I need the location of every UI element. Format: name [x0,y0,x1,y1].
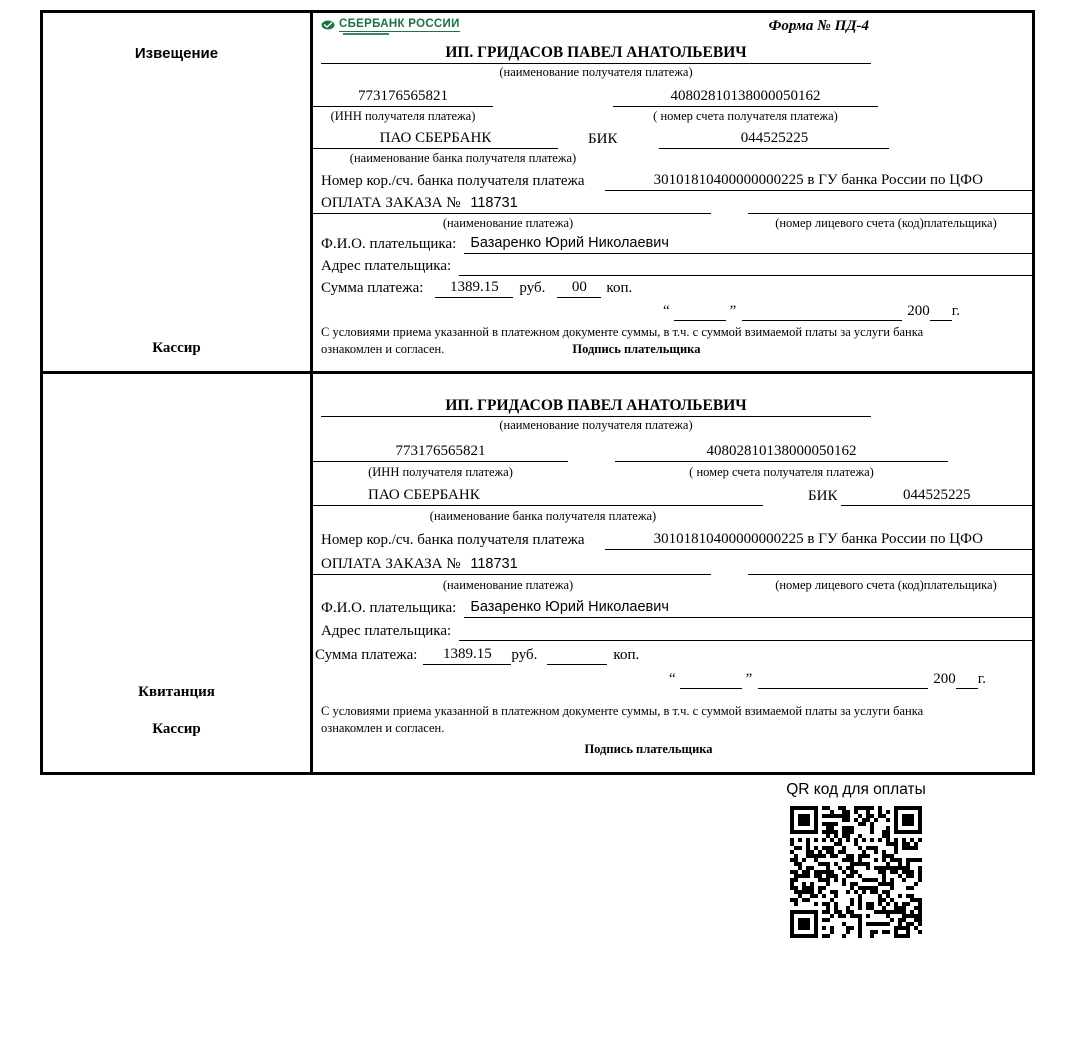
inn-value: 773176565821 [313,442,568,462]
inn-caption: (ИНН получателя платежа) [330,109,476,123]
year-suffix: г. [977,671,986,687]
account-caption: ( номер счета получателя платежа) [689,465,874,479]
notice-main [313,13,1032,371]
year-prefix: 200 [933,671,956,687]
payer-name-value: Базаренко Юрий Николаевич [464,598,1032,618]
receipt-section [43,374,1032,772]
recipient-caption: (наименование получателя платежа) [499,65,693,79]
amount-rub-value: 1389.15 [423,645,511,665]
agreement-line2: ознакомлен и согласен. [321,342,445,356]
amount-label: Сумма платежа: [315,647,418,663]
signature-label: Подпись плательщика [584,742,713,756]
amount-kop-value [547,664,607,665]
payer-fio-label: Ф.И.О. плательщика: [321,600,457,616]
bank-caption: (наименование банка получателя платежа) [429,509,657,523]
kop-label: коп. [613,647,640,663]
payer-address-label: Адрес плательщика: [321,258,452,274]
receipt-main [313,374,1032,772]
pd4-form [40,10,1035,775]
personal-account-caption: (номер лицевого счета (код)плательщика) [775,216,997,230]
purpose-field [313,555,711,575]
purpose-label: ОПЛАТА ЗАКАЗА № [321,195,461,211]
notice-label: Извещение [134,45,219,62]
payer-address-value [459,275,1032,276]
year-field [930,320,952,321]
corr-label: Номер кор./сч. банка получателя платежа [321,173,585,189]
purpose-value: 118731 [470,195,518,211]
notice-header [313,13,1032,43]
qr-code-image [790,806,922,938]
corr-value: 30101810400000000225 в ГУ банка России по ЦФО [605,530,1032,550]
amount-rub-value: 1389.15 [435,278,513,298]
purpose-label: ОПЛАТА ЗАКАЗА № [321,556,461,572]
qr-block [782,780,930,938]
notice-stub [43,13,313,371]
sberbank-mark-icon [321,20,335,30]
corr-label: Номер кор./сч. банка получателя платежа [321,532,585,548]
payer-address-value [459,640,1032,641]
personal-account-field [748,213,1032,214]
form-number: Форма № ПД-4 [768,18,869,34]
qr-title: QR код для оплаты [786,781,926,798]
rub-label: руб. [519,280,546,296]
account-value: 40802810138000050162 [615,442,948,462]
year-prefix: 200 [907,303,930,319]
date-day-field [680,688,742,689]
bank-caption: (наименование банка получателя платежа) [349,151,577,165]
sberbank-logo [321,18,460,35]
quote-open: “ [668,671,676,687]
quote-close: ” [729,303,737,319]
receipt-label: Квитанция [138,684,215,700]
kop-label: коп. [606,280,633,296]
recipient-name: ИП. ГРИДАСОВ ПАВЕЛ АНАТОЛЬЕВИЧ [321,43,871,64]
date-day-field [674,320,726,321]
payer-address-label: Адрес плательщика: [321,623,452,639]
sberbank-logo-tagline [343,33,389,35]
agreement-line2: ознакомлен и согласен. [321,721,445,735]
bik-value: 044525225 [841,486,1032,506]
year-suffix: г. [951,303,960,319]
notice-section [43,13,1032,374]
agreement-text [321,324,976,358]
recipient-caption: (наименование получателя платежа) [499,418,693,432]
bik-label: БИК [808,488,838,504]
account-caption: ( номер счета получателя платежа) [653,109,838,123]
purpose-value: 118731 [470,556,518,572]
corr-value: 30101810400000000225 в ГУ банка России по ЦФО [605,171,1032,191]
purpose-caption: (наименование платежа) [442,216,574,230]
inn-value: 773176565821 [313,87,493,107]
cashier-label: Кассир [152,721,201,737]
year-field [956,688,978,689]
date-month-field [742,320,902,321]
personal-account-caption: (номер лицевого счета (код)плательщика) [775,578,997,592]
sberbank-logo-text: СБЕРБАНК РОССИИ [339,18,460,30]
receipt-stub [43,374,313,772]
amount-kop-value: 00 [557,278,601,298]
rub-label: руб. [511,647,538,663]
quote-open: “ [662,303,670,319]
cashier-label: Кассир [152,340,201,356]
recipient-name: ИП. ГРИДАСОВ ПАВЕЛ АНАТОЛЬЕВИЧ [321,396,871,417]
personal-account-field [748,574,1032,575]
payer-name-value: Базаренко Юрий Николаевич [464,234,1032,254]
account-value: 40802810138000050162 [613,87,878,107]
signature-label: Подпись плательщика [572,342,701,356]
agreement-text [321,703,976,758]
purpose-field [313,194,711,214]
amount-label: Сумма платежа: [321,280,424,296]
agreement-line1: С условиями приема указанной в платежном документе суммы, в т.ч. с суммой взимаемой платы за услуги банка [321,325,924,339]
purpose-caption: (наименование платежа) [442,578,574,592]
payer-fio-label: Ф.И.О. плательщика: [321,236,457,252]
bik-value: 044525225 [659,129,889,149]
bik-label: БИК [588,131,618,147]
agreement-line1: С условиями приема указанной в платежном документе суммы, в т.ч. с суммой взимаемой платы за услуги банка [321,704,924,718]
quote-close: ” [745,671,753,687]
bank-name: ПАО СБЕРБАНК [313,486,763,506]
inn-caption: (ИНН получателя платежа) [368,465,513,479]
date-month-field [758,688,928,689]
bank-name: ПАО СБЕРБАНК [313,129,558,149]
